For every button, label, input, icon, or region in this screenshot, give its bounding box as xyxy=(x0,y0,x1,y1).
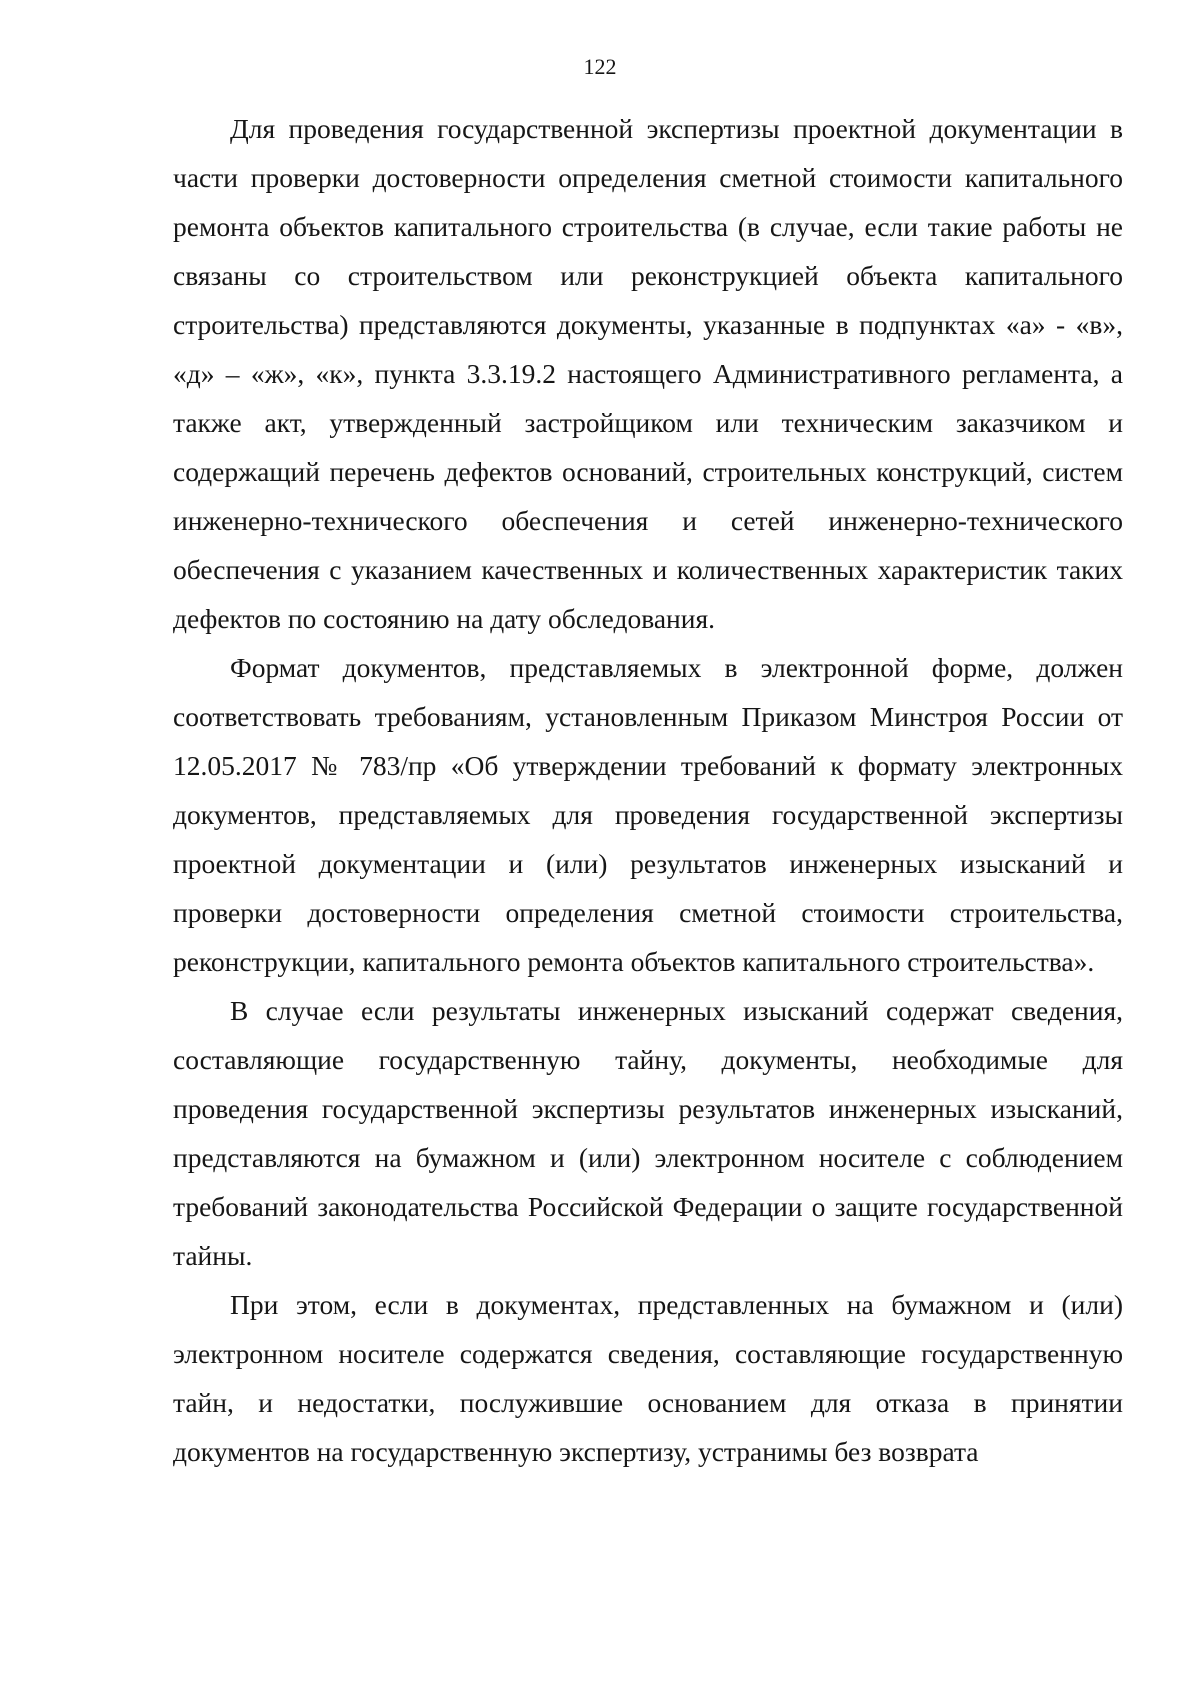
paragraph-state-secret: В случае если результаты инженерных изысканий содержат сведения, составляющие государственную тайну, документы, необходимые для проведения государственной экспертизы результатов инженерных изысканий, представляются на бумажном и (или) электронном носителе с соблюдением требований законодательства Российской Федерации о защите государственной тайны. xyxy=(173,995,1123,1271)
document-body xyxy=(173,104,1123,1476)
paragraph-cost-verification: Для проведения государственной экспертизы проектной документации в части проверки достоверности определения сметной стоимости капитального ремонта объектов капитального строительства (в случае, если такие работы не связаны со строительством или реконструкцией объекта капитального строительства) представляются документы, указанные в подпунктах «а» - «в», «д» – «ж», «к», пункта 3.3.19.2 настоящего Административного регламента, а также акт, утвержденный застройщиком или техническим заказчиком и содержащий перечень дефектов оснований, строительных конструкций, систем инженерно-технического обеспечения и сетей инженерно-технического обеспечения с указанием качественных и количественных характеристик таких дефектов по состоянию на дату обследования. xyxy=(173,113,1123,634)
paragraph-deficiencies: При этом, если в документах, представленных на бумажном и (или) электронном носителе содержатся сведения, составляющие государственную тайн, и недостатки, послужившие основанием для отказа в принятии документов на государственную экспертизу, устранимы без возврата xyxy=(173,1289,1123,1467)
paragraph-electronic-format: Формат документов, представляемых в электронной форме, должен соответствовать требованиям, установленным Приказом Минстроя России от 12.05.2017 № 783/пр «Об утверждении требований к формату электронных документов, представляемых для проведения государственной экспертизы проектной документации и (или) результатов инженерных изысканий и проверки достоверности определения сметной стоимости строительства, реконструкции, капитального ремонта объектов капитального строительства». xyxy=(173,652,1123,977)
page-number: 122 xyxy=(583,54,617,79)
